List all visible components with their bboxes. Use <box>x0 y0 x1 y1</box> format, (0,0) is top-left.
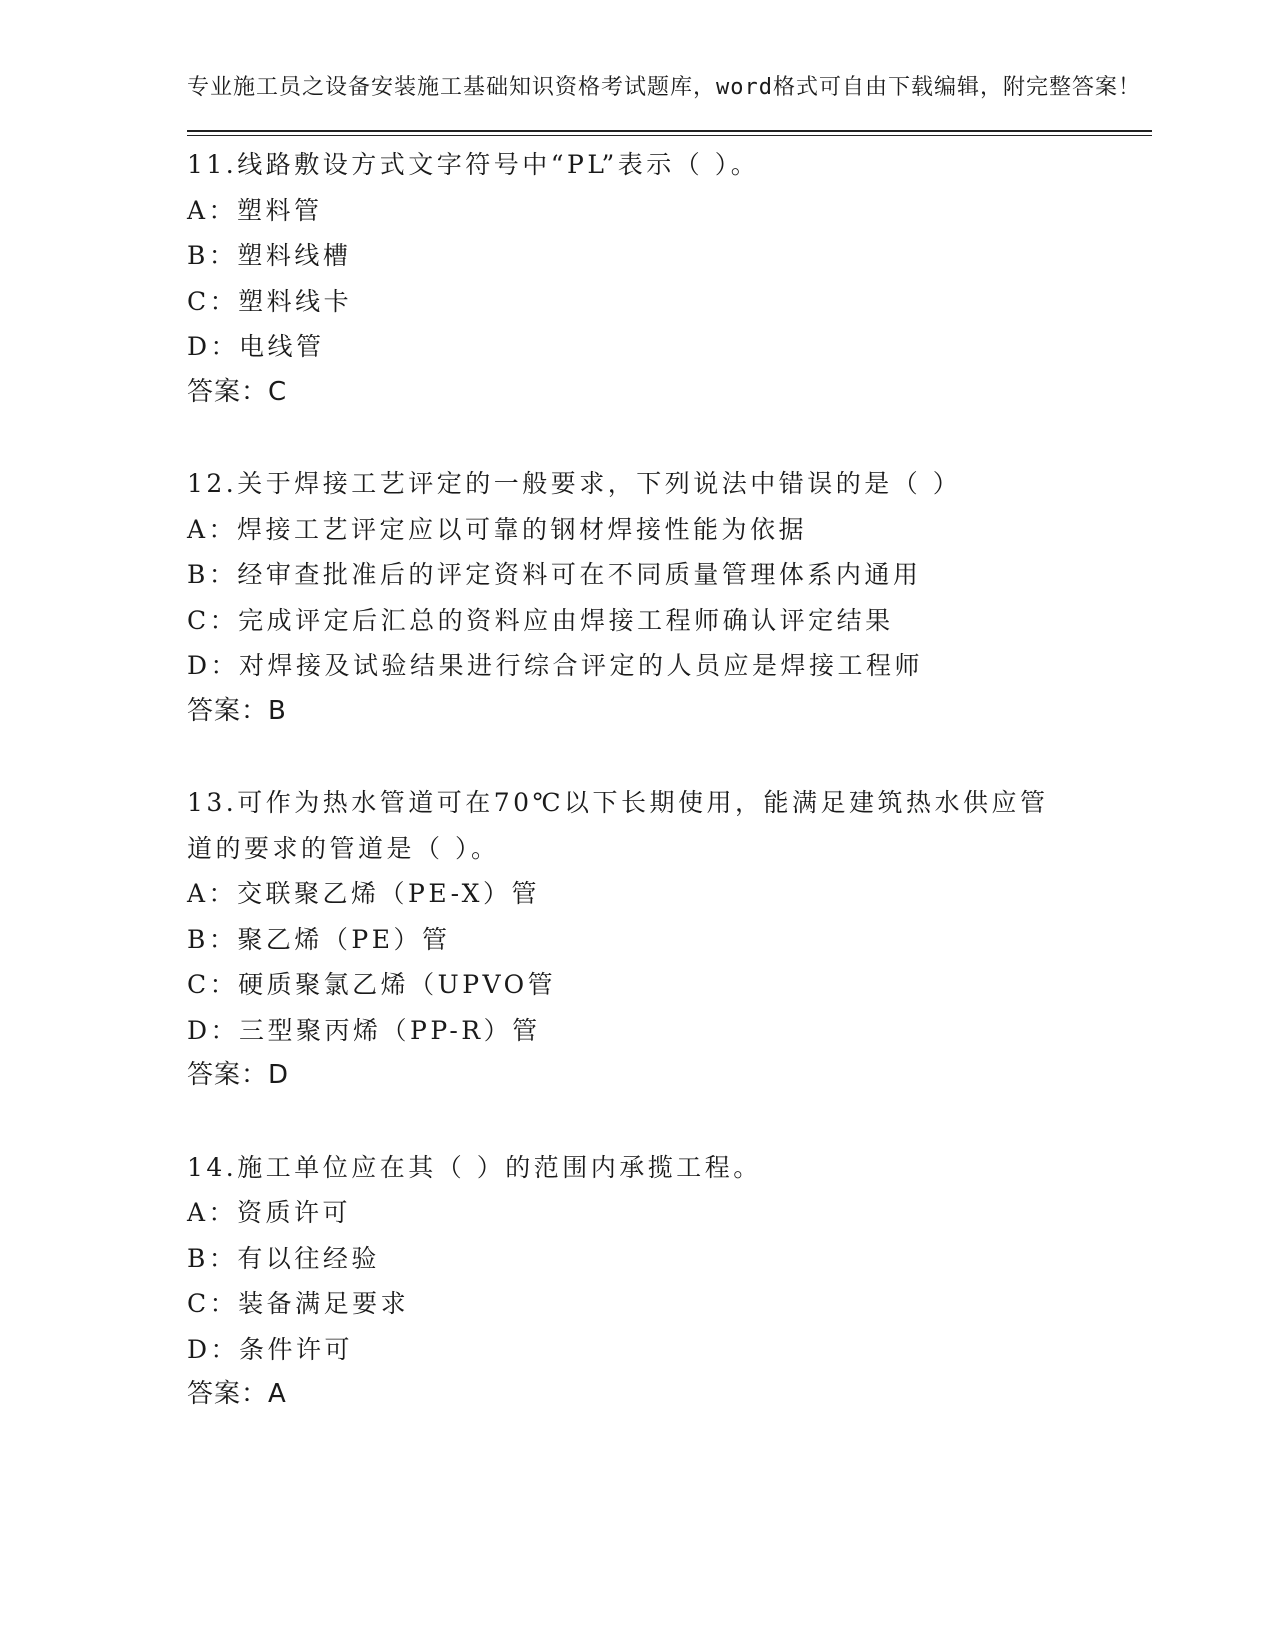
option-d: D：对焊接及试验结果进行综合评定的人员应是焊接工程师 <box>187 651 924 680</box>
header-divider <box>187 130 1152 132</box>
option-a: A：塑料管 <box>187 195 323 225</box>
option-b: B：塑料线槽 <box>187 241 352 270</box>
answer-line: 答案：A <box>187 1379 287 1409</box>
question-stem: 12.关于焊接工艺评定的一般要求，下列说法中错误的是（ ） <box>187 469 962 498</box>
question-item <box>187 780 1152 1099</box>
option-c: C：硬质聚氯乙烯（UPVO管 <box>187 970 557 999</box>
option-b: B：有以往经验 <box>187 1243 380 1273</box>
question-item <box>187 142 1152 415</box>
question-item <box>187 1145 1152 1418</box>
option-c: C：完成评定后汇总的资料应由焊接工程师确认评定结果 <box>187 605 894 635</box>
option-a: A：交联聚乙烯（PE-X）管 <box>187 879 540 908</box>
document-header: 专业施工员之设备安装施工基础知识资格考试题库，word格式可自由下载编辑，附完整答案！ <box>187 75 1141 100</box>
question-list <box>187 142 1152 1418</box>
question-stem: 11.线路敷设方式文字符号中“PL”表示（ ）。 <box>187 150 760 179</box>
option-d: D：电线管 <box>187 332 325 361</box>
option-c: C：塑料线卡 <box>187 286 353 316</box>
option-d: D：条件许可 <box>187 1334 354 1364</box>
question-item <box>187 461 1152 734</box>
question-stem: 14.施工单位应在其（ ）的范围内承揽工程。 <box>187 1152 762 1182</box>
question-stem: 13.可作为热水管道可在70℃以下长期使用，能满足建筑热水供应管道的要求的管道是（ ）。 <box>187 788 1049 863</box>
answer-line: 答案：B <box>187 695 287 726</box>
option-a: A：焊接工艺评定应以可靠的钢材焊接性能为依据 <box>187 514 808 544</box>
option-b: B：聚乙烯（PE）管 <box>187 924 451 954</box>
option-c: C：装备满足要求 <box>187 1289 410 1318</box>
option-b: B：经审查批准后的评定资料可在不同质量管理体系内通用 <box>187 560 922 589</box>
option-d: D：三型聚丙烯（PP-R）管 <box>187 1015 541 1045</box>
answer-line: 答案：D <box>187 1060 290 1090</box>
option-a: A：资质许可 <box>187 1198 352 1227</box>
document-page <box>187 72 1152 1464</box>
answer-line: 答案：C <box>187 376 288 407</box>
